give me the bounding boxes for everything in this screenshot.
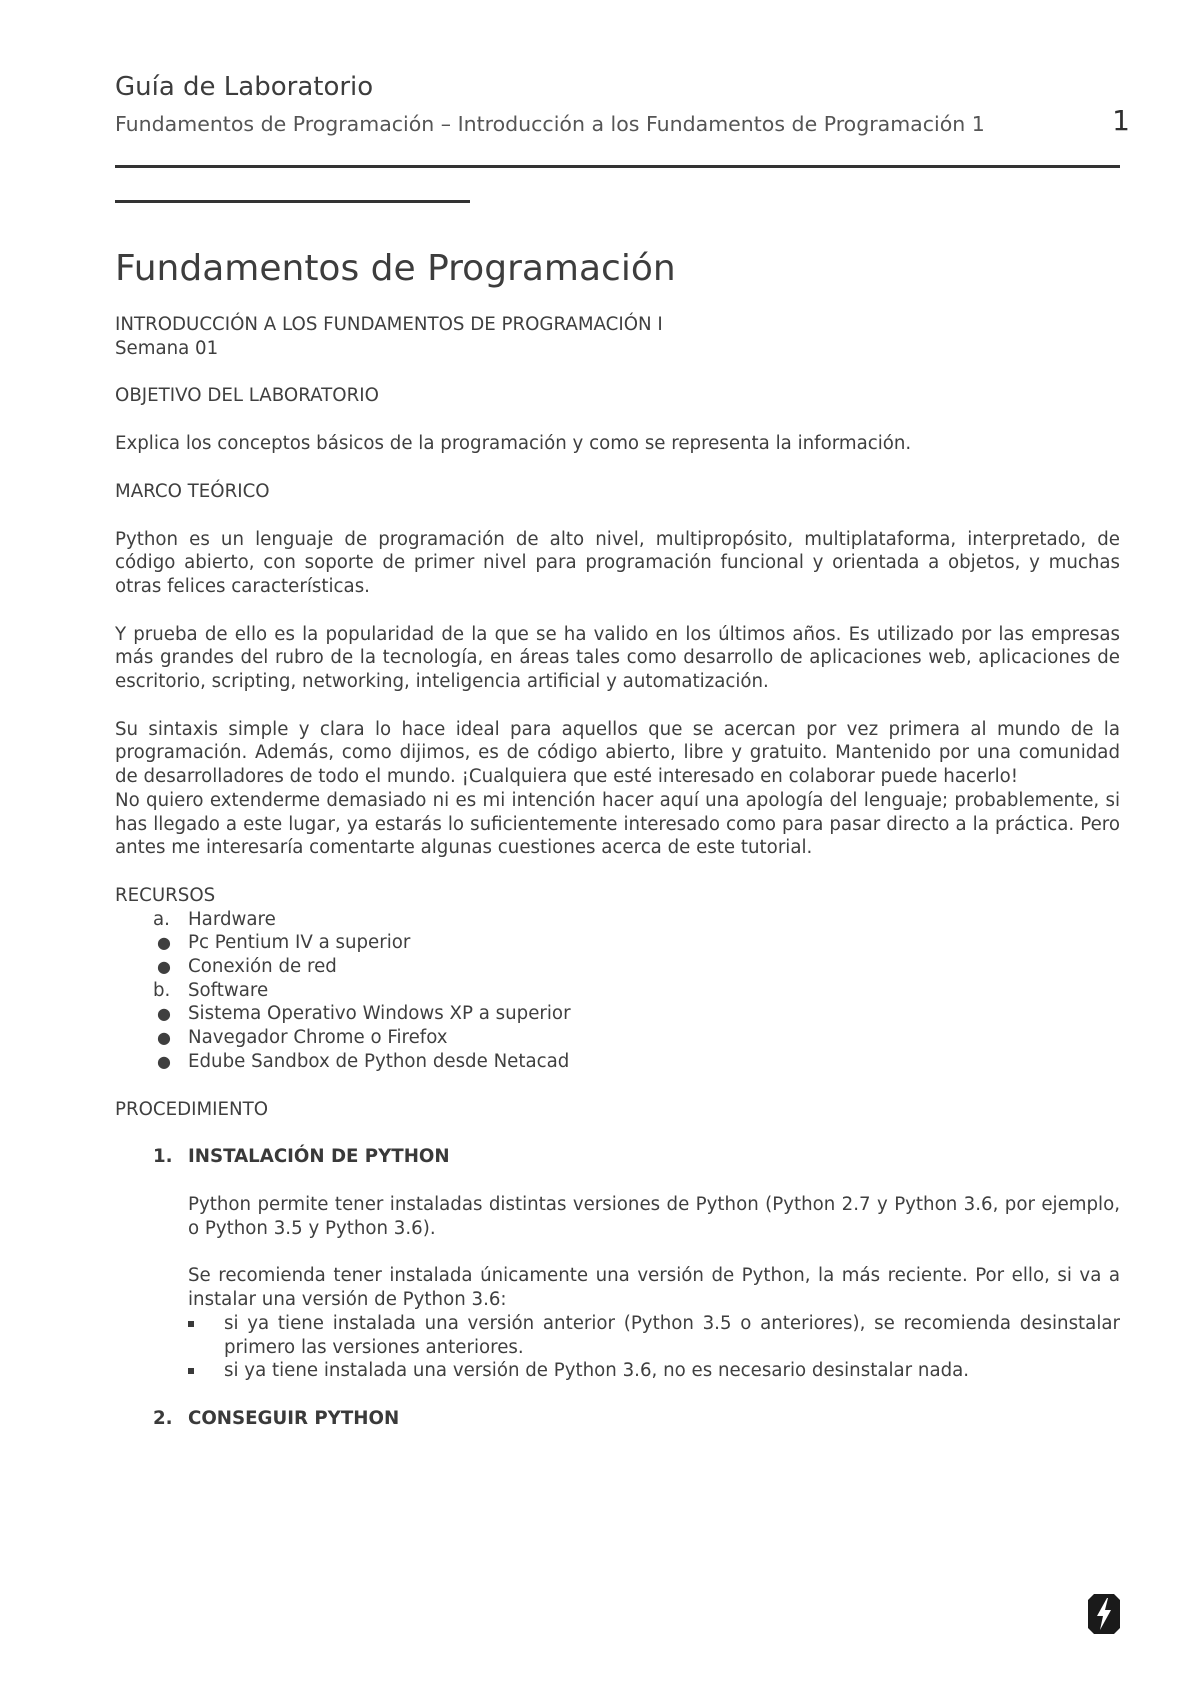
hardware-label: Hardware — [188, 908, 276, 930]
list-item-text: si ya tiene instalada una versión de Python 3.6, no es necesario desinstalar nada. — [224, 1360, 970, 1382]
list-item — [115, 979, 1120, 1003]
list-item-text: Conexión de red — [188, 956, 337, 978]
header-subtitle: Fundamentos de Programación – Introducción a los Fundamentos de Programación 1 — [115, 112, 985, 136]
list-item — [115, 931, 1120, 955]
list-marker: b. — [153, 979, 171, 1001]
step-number: 1. — [153, 1146, 173, 1168]
list-item — [115, 1050, 1120, 1074]
document-page — [115, 0, 1130, 1696]
course-name: INTRODUCCIÓN A LOS FUNDAMENTOS DE PROGRAMACIÓN I — [115, 314, 663, 335]
theory-paragraph: Su sintaxis simple y clara lo hace ideal para aquellos que se acercan por vez primera al mundo de la programación. Además, como dijimos, es de código abierto, libre y gratuito. Mantenido por una comunidad de desarrolladores de todo el mundo. ¡Cualquiera que esté interesado en colaborar puede hacerlo! — [115, 718, 1120, 788]
theory-paragraph: Python es un lenguaje de programación de alto nivel, multipropósito, multiplataforma, interpretado, de código abierto, con soporte de primer nivel para programación funcional y orientada a objetos, y muchas otras felices características. — [115, 528, 1120, 597]
header-title: Guía de Laboratorio — [115, 72, 374, 102]
list-item — [115, 1026, 1120, 1050]
header-rule — [115, 165, 1120, 168]
step-1-paragraph: Python permite tener instaladas distintas versiones de Python (Python 2.7 y Python 3.6, por ejemplo, o Python 3.5 y Python 3.6). — [188, 1193, 1120, 1239]
list-item-text: Pc Pentium IV a superior — [188, 932, 411, 954]
step-1-paragraph: Se recomienda tener instalada únicamente una versión de Python, la más reciente. Por ello, si va a instalar una versión de Python 3.6: — [188, 1265, 1120, 1311]
procedure-heading: PROCEDIMIENTO — [115, 1098, 269, 1120]
step-2-title — [115, 1407, 1120, 1431]
step-number: 2. — [153, 1407, 173, 1429]
software-list — [115, 979, 1120, 1074]
square-bullet-icon — [188, 1368, 194, 1374]
bullet-icon: ● — [157, 1004, 171, 1024]
objective-heading: OBJETIVO DEL LABORATORIO — [115, 385, 379, 407]
step-title-text: INSTALACIÓN DE PYTHON — [188, 1146, 450, 1168]
list-item — [115, 1359, 1120, 1383]
page-number: 1 — [1112, 104, 1130, 137]
step-1-bullets — [115, 1312, 1120, 1383]
list-item-text: si ya tiene instalada una versión anterior (Python 3.5 o anteriores), se recomienda desinstalar primero las versiones anteriores. — [224, 1312, 1120, 1358]
software-label: Software — [188, 979, 269, 1001]
bullet-icon: ● — [157, 933, 171, 953]
list-item — [115, 1312, 1120, 1359]
theory-paragraph: No quiero extenderme demasiado ni es mi intención hacer aquí una apología del lenguaje; probablemente, si has llegado a este lugar, ya estarás lo suficientemente interesado como para pasar directo a la práctica. Pero antes me interesaría comentarte algunas cuestiones acerca de este tutorial. — [115, 789, 1120, 859]
list-item — [115, 908, 1120, 932]
objective-text: Explica los conceptos básicos de la programación y como se representa la información. — [115, 433, 912, 455]
step-1-title — [115, 1145, 1120, 1169]
square-bullet-icon — [188, 1321, 194, 1327]
hardware-list — [115, 908, 1120, 979]
theory-heading: MARCO TEÓRICO — [115, 480, 270, 502]
list-item — [115, 1002, 1120, 1026]
list-marker: a. — [153, 908, 170, 930]
lightning-logo-icon — [1080, 1590, 1128, 1638]
bullet-icon: ● — [157, 957, 171, 977]
list-item — [115, 955, 1120, 979]
bullet-icon: ● — [157, 1028, 171, 1048]
resources-heading: RECURSOS — [115, 884, 216, 906]
week-label: Semana 01 — [115, 337, 219, 359]
bullet-icon: ● — [157, 1051, 171, 1071]
document-title: Fundamentos de Programación — [115, 248, 676, 289]
step-title-text: CONSEGUIR PYTHON — [188, 1407, 400, 1429]
header-rule-short — [115, 200, 470, 203]
list-item-text: Edube Sandbox de Python desde Netacad — [188, 1050, 570, 1072]
list-item-text: Sistema Operativo Windows XP a superior — [188, 1003, 571, 1025]
document-body — [115, 247, 1120, 1431]
list-item-text: Navegador Chrome o Firefox — [188, 1027, 448, 1049]
theory-paragraph: Y prueba de ello es la popularidad de la que se ha valido en los últimos años. Es utilizado por las empresas más grandes del rubro de la tecnología, en áreas tales como desarrollo de aplicaciones web, aplicaciones de escritorio, scripting, networking, inteligencia artificial y automatización. — [115, 623, 1120, 693]
